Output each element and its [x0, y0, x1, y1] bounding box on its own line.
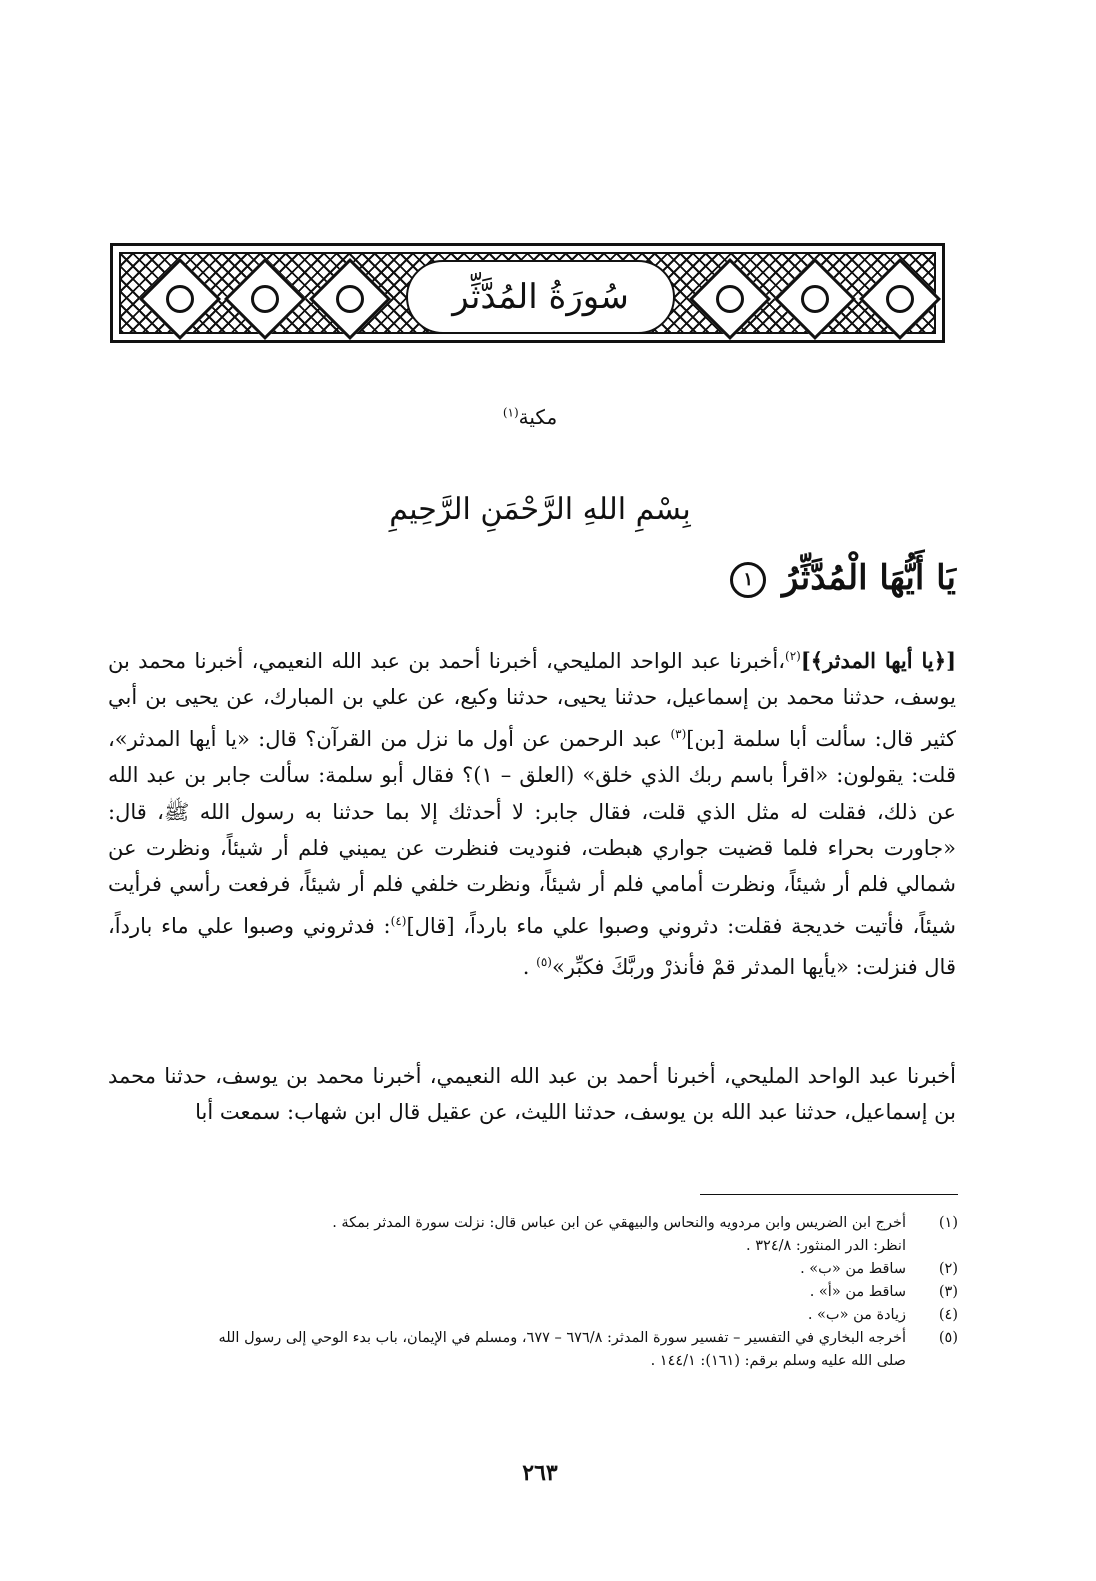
page-number: ٢٦٣ [522, 1460, 558, 1486]
ayah-number-badge: ١ [730, 562, 766, 598]
ayah-text: يَا أَيُّهَا الْمُدَّثِّرُ [782, 558, 956, 598]
commentary-paragraph [108, 638, 956, 986]
diamond-medallion-icon [774, 258, 856, 340]
footnote-number: (٤) [938, 1307, 958, 1323]
footnote-ref: (١) [502, 405, 519, 420]
surah-banner [110, 243, 945, 343]
footnote [100, 1304, 958, 1327]
diamond-medallion-icon [224, 258, 306, 340]
paragraph-text: . [522, 955, 537, 980]
diamond-medallion-icon [139, 258, 221, 340]
basmala: بِسْمِ اللهِ الرَّحْمَنِ الرَّحِيمِ [389, 492, 691, 527]
footnote-divider [700, 1194, 958, 1195]
ornament-pattern [119, 252, 936, 334]
commentary-paragraph: أخبرنا عبد الواحد المليحي، أخبرنا أحمد بن عبد الله النعيمي، أخبرنا محمد بن يوسف، حدثنا محمد بن إسماعيل، حدثنا عبد الله بن يوسف، حدثنا الليث، عن عقيل قال ابن شهاب: سمعت أبا [108, 1064, 956, 1125]
footnote-ref: (٢) [785, 649, 801, 663]
paragraph-text: : فدثروني وصبوا علي ماء بارداً، قال فنزلت: «يأيها المدثر قمْ فأنذرْ وربَّكَ فكبِّر» [108, 913, 956, 980]
footnote-number: (١) [938, 1215, 958, 1231]
title-cartouche [406, 260, 675, 334]
footnotes [100, 1212, 958, 1373]
footnote-text: ساقط من «ب» . [800, 1261, 906, 1277]
footnote [100, 1281, 958, 1304]
footnote-number: (٣) [938, 1284, 958, 1300]
diamond-medallion-icon [689, 258, 771, 340]
footnote [100, 1258, 958, 1281]
diamond-medallion-icon [859, 258, 941, 340]
footnote-continuation: انظر: الدر المنثور: ٣٢٤/٨ . [746, 1238, 906, 1254]
ayah-quote: [﴿يا أيها المدثر﴾] [800, 648, 957, 673]
footnote-ref: (٤) [390, 913, 407, 928]
makkiya-label: مكية [518, 405, 558, 429]
surah-title: سُورَةُ المُدَّثِّر [452, 277, 629, 317]
footnote-ref: (٣) [670, 726, 687, 741]
footnote-text: أخرج ابن الضريس وابن مردويه والنحاس والبيهقي عن ابن عباس قال: نزلت سورة المدثر بمكة . [332, 1215, 906, 1231]
footnote-ref: (٥) [536, 955, 552, 970]
footnote-number: (٥) [938, 1330, 958, 1346]
footnote-number: (٢) [938, 1261, 958, 1277]
paragraph-text: ،أخبرنا عبد الواحد المليحي، أخبرنا أحمد بن عبد الله النعيمي، أخبرنا محمد بن يوسف، حدثنا محمد بن إسماعيل، حدثنا يحيى، حدثنا وكيع، عن علي بن المبارك، عن يحيى بن أبي كثير قال: سألت أبا سلمة [بن] [108, 649, 956, 751]
footnote-text: ساقط من «أ» . [809, 1284, 906, 1300]
footnote-text: زيادة من «ب» . [807, 1307, 906, 1323]
footnote-text: أخرجه البخاري في التفسير – تفسير سورة المدثر: ٦٧٦/٨ – ٦٧٧، ومسلم في الإيمان، باب بدء الوحي إلى رسول الله [218, 1330, 906, 1346]
footnote-continuation: صلى الله عليه وسلم برقم: (١٦١): ١٤٤/١ . [650, 1353, 906, 1369]
diamond-medallion-icon [309, 258, 391, 340]
revelation-place [440, 405, 620, 429]
paragraph-text: عبد الرحمن عن أول ما نزل من القرآن؟ قال: «يا أيها المدثر»، قلت: يقولون: «اقرأ باسم ربك الذي خلق» (العلق – ١)؟ فقال أبو سلمة: سألت جابر بن عبد الله عن ذلك، فقلت له مثل الذي قلت، فقال جابر: لا أحدثك إلا بما حدثنا به رسول الله ﷺ، قال: «جاورت بحراء فلما قضيت جواري هبطت، فنوديت فنظرت عن يميني فلم أر شيئاً، ونظرت عن شمالي فلم أر شيئاً، ونظرت أمامي فلم أر شيئاً، ونظرت خلفي فلم أر شيئاً، فرفعت رأسي فرأيت شيئاً، فأتيت خديجة فقلت: دثروني وصبوا علي ماء بارداً، [قال] [108, 726, 956, 938]
ayah-line [596, 558, 956, 598]
footnote [100, 1212, 958, 1235]
footnote [100, 1327, 958, 1350]
